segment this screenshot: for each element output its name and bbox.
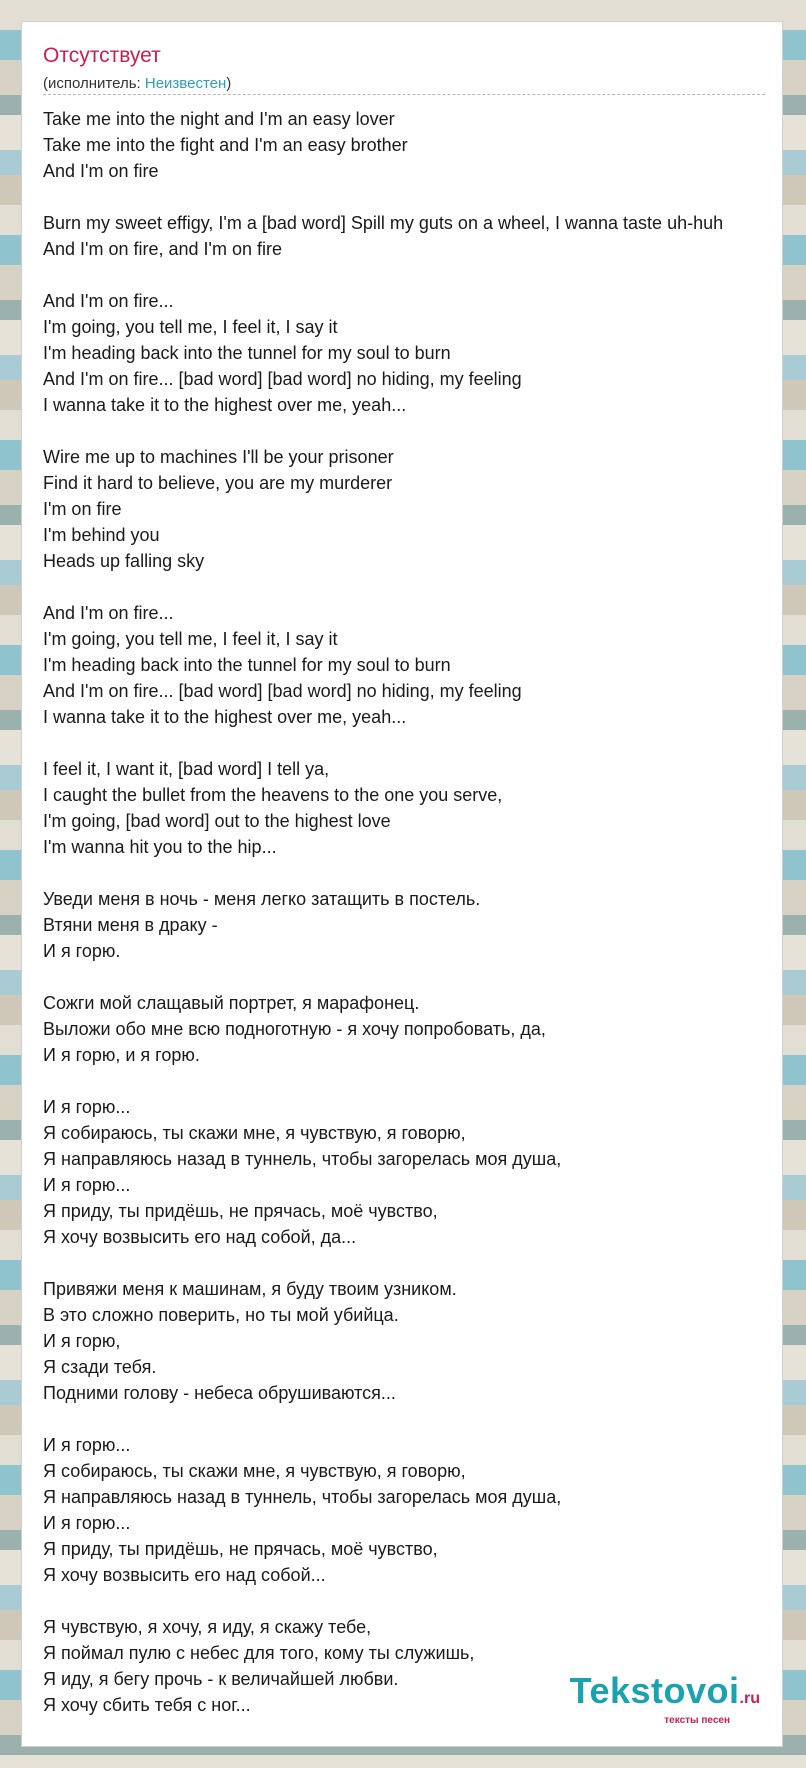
lyric-line: And I'm on fire... <box>43 603 174 623</box>
lyric-line: И я горю, <box>43 1331 121 1351</box>
title-divider <box>43 94 765 95</box>
lyric-line: Привяжи меня к машинам, я буду твоим узником. <box>43 1279 457 1299</box>
lyric-line: И я горю... <box>43 1175 131 1195</box>
lyric-line: I'm wanna hit you to the hip... <box>43 837 277 857</box>
lyric-blank-line <box>43 574 783 600</box>
artist-suffix: ) <box>226 75 232 92</box>
lyric-line: And I'm on fire... <box>43 291 174 311</box>
lyric-line: Подними голову - небеса обрушиваются... <box>43 1383 396 1403</box>
lyric-line: And I'm on fire <box>43 161 159 181</box>
lyric-line: Я чувствую, я хочу, я иду, я скажу тебе, <box>43 1617 372 1637</box>
lyric-line: Take me into the night and I'm an easy lover <box>43 109 395 129</box>
lyric-blank-line <box>43 730 783 756</box>
lyric-line: And I'm on fire... [bad word] [bad word] no hiding, my feeling <box>43 681 522 701</box>
lyric-line: Я направляюсь назад в туннель, чтобы загорелась моя душа, <box>43 1487 562 1507</box>
lyric-line: Burn my sweet effigy, I'm a [bad word] Spill my guts on a wheel, I wanna taste uh-huh <box>43 213 724 233</box>
lyric-blank-line <box>43 1406 783 1432</box>
lyric-line: And I'm on fire... [bad word] [bad word] no hiding, my feeling <box>43 369 522 389</box>
lyric-line: И я горю... <box>43 1513 131 1533</box>
lyric-blank-line <box>43 1250 783 1276</box>
lyric-blank-line <box>43 964 783 990</box>
lyric-line: И я горю. <box>43 941 121 961</box>
lyric-line: Я приду, ты придёшь, не прячась, моё чувство, <box>43 1539 438 1559</box>
lyric-line: I wanna take it to the highest over me, yeah... <box>43 707 407 727</box>
lyric-line: I wanna take it to the highest over me, yeah... <box>43 395 407 415</box>
lyric-line: Я собираюсь, ты скажи мне, я чувствую, я говорю, <box>43 1123 466 1143</box>
lyric-line: Я направляюсь назад в туннель, чтобы загорелась моя душа, <box>43 1149 562 1169</box>
lyric-line: И я горю... <box>43 1435 131 1455</box>
lyric-line: I'm on fire <box>43 499 122 519</box>
artist-link[interactable]: Неизвестен <box>144 75 227 92</box>
song-title: Отсутствует <box>43 44 161 67</box>
lyric-line: Я иду, я бегу прочь - к величайшей любви. <box>43 1669 399 1689</box>
lyric-line: Я приду, ты придёшь, не прячась, моё чувство, <box>43 1201 438 1221</box>
lyric-line: I caught the bullet from the heavens to the one you serve, <box>43 785 503 805</box>
lyric-blank-line <box>43 860 783 886</box>
logo-tagline: тексты песен <box>664 1715 730 1726</box>
artist-prefix: (исполнитель: <box>43 75 145 92</box>
lyric-line: И я горю... <box>43 1097 131 1117</box>
lyric-line: I'm going, you tell me, I feel it, I say it <box>43 317 338 337</box>
site-logo[interactable] <box>569 1670 760 1726</box>
lyric-line: I feel it, I want it, [bad word] I tell ya, <box>43 759 330 779</box>
lyric-line: Выложи обо мне всю подноготную - я хочу попробовать, да, <box>43 1019 546 1039</box>
logo-wordmark <box>569 1670 760 1717</box>
lyric-line: Втяни меня в драку - <box>43 915 218 935</box>
lyrics-text <box>43 106 783 1718</box>
lyric-blank-line <box>43 1588 783 1614</box>
lyric-line: Сожги мой слащавый портрет, я марафонец. <box>43 993 420 1013</box>
logo-name: Tekstovoi <box>569 1670 740 1711</box>
lyric-line: Wire me up to machines I'll be your prisoner <box>43 447 394 467</box>
lyric-line: I'm behind you <box>43 525 160 545</box>
lyric-blank-line <box>43 262 783 288</box>
lyric-line: I'm heading back into the tunnel for my soul to burn <box>43 655 451 675</box>
artist-line <box>43 75 231 92</box>
lyric-blank-line <box>43 418 783 444</box>
lyric-line: Я собираюсь, ты скажи мне, я чувствую, я говорю, <box>43 1461 466 1481</box>
lyric-line: И я горю, и я горю. <box>43 1045 200 1065</box>
lyric-line: Уведи меня в ночь - меня легко затащить в постель. <box>43 889 481 909</box>
lyrics-card <box>21 21 783 1747</box>
lyric-line: Я хочу сбить тебя с ног... <box>43 1695 251 1715</box>
lyric-line: Heads up falling sky <box>43 551 205 571</box>
lyric-line: Я сзади тебя. <box>43 1357 157 1377</box>
lyric-line: I'm going, you tell me, I feel it, I say it <box>43 629 338 649</box>
lyric-blank-line <box>43 184 783 210</box>
lyric-line: Я хочу возвысить его над собой... <box>43 1565 326 1585</box>
lyric-blank-line <box>43 1068 783 1094</box>
lyric-line: В это сложно поверить, но ты мой убийца. <box>43 1305 399 1325</box>
logo-tld: .ru <box>739 1690 760 1707</box>
lyric-line: Я поймал пулю с небес для того, кому ты служишь, <box>43 1643 475 1663</box>
lyric-line: Take me into the fight and I'm an easy brother <box>43 135 408 155</box>
lyric-line: I'm going, [bad word] out to the highest love <box>43 811 391 831</box>
lyric-line: I'm heading back into the tunnel for my soul to burn <box>43 343 451 363</box>
lyric-line: And I'm on fire, and I'm on fire <box>43 239 282 259</box>
lyric-line: Find it hard to believe, you are my murderer <box>43 473 393 493</box>
lyric-line: Я хочу возвысить его над собой, да... <box>43 1227 357 1247</box>
